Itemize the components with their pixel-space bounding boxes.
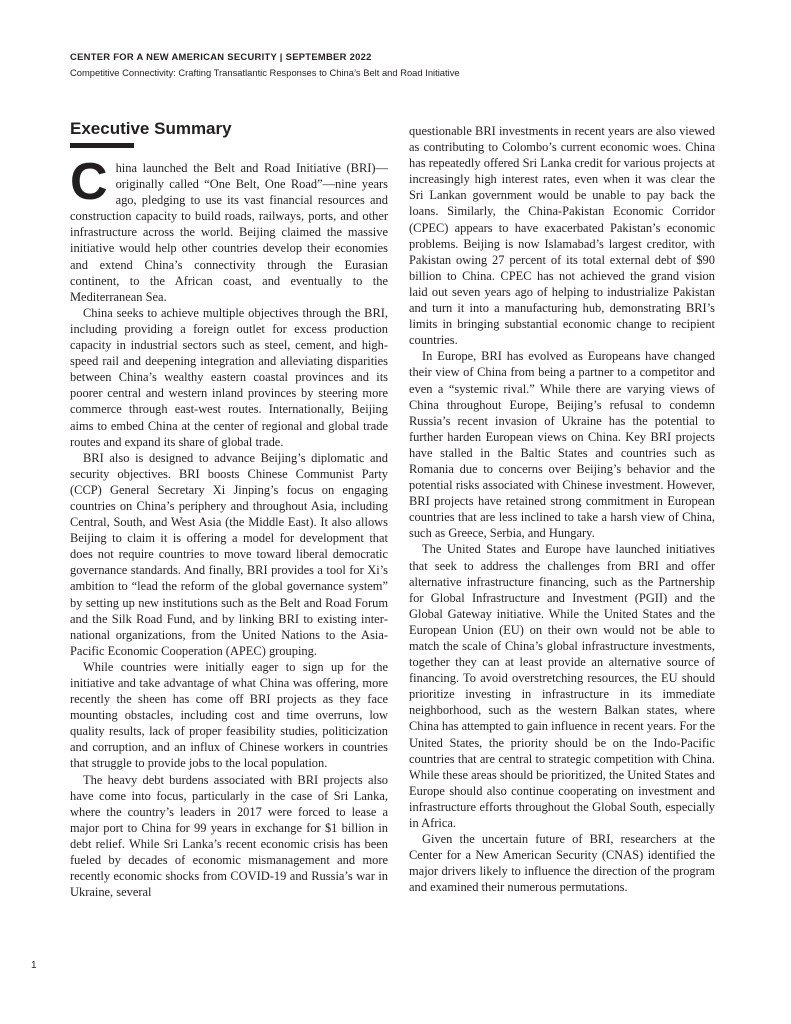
header-report-title: Competitive Connectivity: Crafting Transatlantic Responses to China’s Belt and Road Initiative [70, 67, 460, 78]
right-column [409, 123, 715, 896]
page-number: 1 [31, 960, 37, 971]
paragraph-8: Given the uncertain future of BRI, researchers at the Center for a New American Security (CNAS) identified the major drivers likely to influence the direction of the program and examined their numerous permutations. [409, 832, 715, 895]
paragraph-2: China seeks to achieve multiple objectives through the BRI, including providing a foreign outlet for excess production capacity in industrial sectors such as steel, cement, and high-speed rail and deepening integration and alleviating disparities between China’s wealthy eastern coastal provinces and its poorer central and western inland provinces by steering more commerce through east-west routes. Internationally, Beijing aims to embed China at the center of regional and global trade routes and expand its share of global trade. [70, 305, 388, 449]
paragraph-3: BRI also is designed to advance Beijing’s diplomatic and security objectives. BRI boosts Chinese Communist Party (CCP) General Secretary Xi Jinping’s focus on engaging countries on China’s periphery and throughout Asia, including Central, South, and West Asia (the Middle East). It also allows Beijing to claim it is offering a model for development that does not require countries to move toward liberal democratic governance standards. And finally, BRI provides a tool for Xi’s ambition to “lead the reform of the global governance system” by setting up new institutions such as the Belt and Road Forum and the Silk Road Fund, and by linking BRI to existing international organizations, from the United Nations to the Asia-Pacific Economic Cooperation (APEC) grouping. [70, 450, 388, 658]
paragraph-4: While countries were initially eager to sign up for the initiative and take advantage of what China was offering, more recently the sheen has come off BRI projects as they face mounting obstacles, including cost and time overruns, low quality results, lack of proper feasibility studies, politicization and corruption, and an influx of Chinese workers in countries that struggle to provide jobs to the local population. [70, 659, 388, 771]
paragraph-5: The heavy debt burdens associated with BRI projects also have come into focus, particularly in the case of Sri Lanka, where the country’s leaders in 2017 were forced to lease a major port to China for 99 years in exchange for $1 billion in debt relief. While Sri Lanka’s recent economic crisis has been fueled by decades of economic mismanagement and more recently economic shocks from COVID-19 and Russia’s war in Ukraine, several [70, 772, 388, 900]
paragraph-1-text: hina launched the Belt and Road Initiative (BRI)—originally called “One Belt, One Road”—nine years ago, pledging to use its vast financial resources and construction capacity to build roads, railways, ports, and other infrastructure across the world. Beijing claimed the massive initiative would help other countries develop their economies and extend China’s connectivity through the Eurasian continent, to the African coast, and eventually to the Mediterranean Sea. [70, 161, 388, 304]
header-organization-date: CENTER FOR A NEW AMERICAN SECURITY | SEPTEMBER 2022 [70, 51, 372, 62]
section-title: Executive Summary [70, 119, 232, 138]
title-underline [70, 143, 134, 148]
paragraph-5-continued: questionable BRI investments in recent years are also viewed as contributing to Colombo’s current economic woes. China has repeatedly offered Sri Lanka credit for various projects at increasingly high interest rates, even when it was clear the Sri Lankan government would be unable to pay back the loans. Similarly, the China-Pakistan Economic Corridor (CPEC) appears to have exacerbated Pakistan’s economic problems. Beijing is now Islamabad’s largest creditor, with Pakistan owing 27 percent of its total external debt of $90 billion to China. CPEC has not achieved the grand vision laid out seven years ago of helping to industrialize Pakistan and turn it into a manufacturing hub, demonstrating BRI’s limits in bringing substantial economic change to recipient countries. [409, 124, 715, 348]
drop-cap: C [70, 153, 108, 211]
left-column [70, 119, 388, 900]
paragraph-1 [70, 153, 388, 305]
paragraph-7: The United States and Europe have launched initiatives that seek to address the challenges from BRI and offer alternative infrastructure financing, such as the Partnership for Global Infrastructure and Investment (PGII) and the Global Gateway initiative. While the United States and the European Union (EU) on their own would not be able to match the scale of China’s global infrastructure investments, together they can at least provide an alternative source of financing. To avoid overstretching resources, the EU should prioritize investing in infrastructure in its immediate neighborhood, such as the western Balkan states, where China has attempted to gain influence in recent years. For the United States, the priority should be on the Indo-Pacific countries that are central to strategic competition with China. While these areas should be prioritized, the United States and Europe should also continue cooperating on investment and infrastructure efforts throughout the Global South, especially in Africa. [409, 542, 716, 831]
paragraph-6: In Europe, BRI has evolved as Europeans have changed their view of China from being a partner to a competitor and even a “systemic rival.” While there are varying views of China throughout Europe, Beijing’s refusal to condemn Russia’s recent invasion of Ukraine has the potential to further harden European views on China. Key BRI projects have stalled in the Baltic States and countries such as Romania due to concerns over Beijing’s behavior and the potential risks associated with Chinese investment. However, BRI projects have retained strong commitment in European countries that are less inclined to take a harsh view of China, such as Greece, Serbia, and Hungary. [409, 349, 715, 541]
